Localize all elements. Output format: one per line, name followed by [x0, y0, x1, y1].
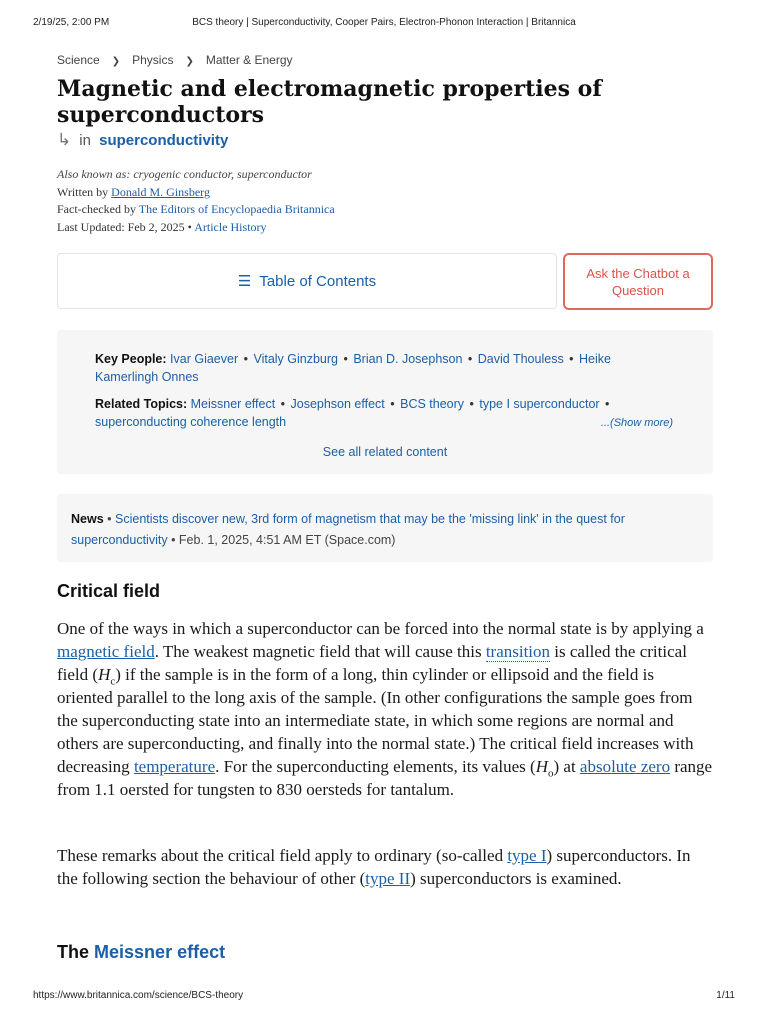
print-page-number: 1/11 — [716, 990, 735, 1001]
key-people-row: Key People: Ivar Giaever • Vitaly Ginzburg • Brian D. Josephson • David Thouless • Heike Kamerlingh Onnes — [95, 352, 611, 384]
print-footer — [33, 990, 735, 1004]
last-updated: Last Updated: Feb 2, 2025 • Article History — [57, 219, 267, 234]
magnetic-field-link[interactable]: magnetic field — [57, 642, 155, 661]
print-date: 2/19/25, 2:00 PM — [33, 17, 110, 28]
section-heading-critical-field: Critical field — [57, 581, 161, 601]
print-header — [33, 17, 735, 31]
news-headline-link[interactable]: Scientists discover new, 3rd form of magnetism that may be the 'missing link' in the quest for superconductivity — [71, 512, 625, 547]
article-history-link[interactable]: Article History — [194, 219, 267, 234]
fact-checker-link[interactable]: The Editors of Encyclopaedia Britannica — [138, 202, 335, 216]
key-person-link[interactable]: Ivar Giaever — [170, 352, 239, 366]
breadcrumb-science[interactable]: Science — [57, 53, 100, 67]
return-arrow-icon: ↳ — [57, 130, 72, 149]
parent-topic — [57, 130, 228, 150]
ask-chatbot-button[interactable]: Ask the Chatbot a Question — [563, 253, 713, 310]
toc-label: Table of Contents — [259, 272, 377, 290]
page-title: Magnetic and electromagnetic properties of superconductors — [57, 76, 602, 128]
quick-facts-box — [57, 330, 713, 474]
related-topics-label: Related Topics: — [95, 397, 188, 411]
type-i-link[interactable]: type I — [507, 846, 547, 865]
fact-checked-by — [57, 201, 335, 219]
meissner-effect-link[interactable]: Meissner effect — [94, 942, 226, 962]
key-people-label: Key People: — [95, 352, 167, 366]
related-topic-link[interactable]: type I superconductor — [479, 397, 600, 411]
section-heading-meissner-effect: The Meissner effect — [57, 942, 226, 962]
table-of-contents-button[interactable] — [57, 253, 557, 309]
type-ii-link[interactable]: type II — [365, 869, 411, 888]
show-more-link[interactable]: ...(Show more) — [600, 417, 673, 429]
print-url: https://www.britannica.com/science/BCS-theory — [33, 990, 244, 1001]
key-person-link[interactable]: Heike Kamerlingh Onnes — [95, 352, 611, 384]
breadcrumb-physics[interactable]: Physics — [132, 53, 174, 67]
parent-topic-link[interactable]: superconductivity — [99, 132, 229, 149]
news-label: News — [71, 512, 104, 526]
list-icon: ☰ — [237, 273, 252, 290]
related-topic-link[interactable]: superconducting coherence length — [95, 414, 287, 429]
related-topics-row: Related Topics: Meissner effect • Josephson effect • BCS theory • type I superconductor • superconducting coherence length — [95, 397, 610, 429]
breadcrumb — [57, 53, 293, 67]
breadcrumb-matter-energy[interactable]: Matter & Energy — [205, 53, 293, 67]
key-person-link[interactable]: David Thouless — [477, 352, 564, 366]
related-topic-link[interactable]: BCS theory — [400, 397, 465, 411]
written-by-label: Written by — [57, 184, 109, 199]
key-person-link[interactable]: Vitaly Ginzburg — [253, 352, 339, 366]
chevron-right-icon: ❯ — [111, 56, 121, 67]
fact-checked-label: Fact-checked by — [57, 202, 136, 216]
related-topic-link[interactable]: Meissner effect — [190, 397, 276, 411]
article-meta — [57, 166, 335, 236]
chevron-right-icon: ❯ — [185, 56, 194, 67]
transition-link[interactable]: transition — [485, 642, 551, 661]
in-label: in — [79, 132, 91, 149]
written-by — [57, 184, 335, 202]
author-link[interactable]: Donald M. Ginsberg — [111, 184, 210, 199]
related-topic-link[interactable]: Josephson effect — [290, 397, 385, 411]
last-updated-text: Last Updated: Feb 2, 2025 — [57, 219, 185, 234]
print-doc-title: BCS theory | Superconductivity, Cooper Pairs, Electron-Phonon Interaction | Britannica — [192, 17, 576, 28]
news-meta: Feb. 1, 2025, 4:51 AM ET (Space.com) — [178, 533, 396, 547]
absolute-zero-link[interactable]: absolute zero — [579, 757, 671, 776]
see-all-related-link[interactable]: See all related content — [322, 445, 448, 459]
temperature-link[interactable]: temperature — [133, 757, 216, 776]
news-box: News • Scientists discover new, 3rd form of magnetism that may be the 'missing link' in the quest for superconductivity • Feb. 1, 2025, 4:51 AM ET (Space.com) — [57, 494, 713, 562]
paragraph-type-superconductors: These remarks about the critical field apply to ordinary (so-called type I) superconductors. In the following section the behaviour of other (type II) superconductors is examined. — [57, 846, 691, 888]
also-known-as: Also known as: cryogenic conductor, superconductor — [57, 167, 312, 181]
paragraph-critical-field: One of the ways in which a superconductor can be forced into the normal state is by applying a magnetic field. The weakest magnetic field that will cause this transition is called the critical field $(H_c)$ if the sample is in the form of a long, thin cylinder or ellipsoid and the field is oriented parallel to the long axis of the sample. (In other configurations the sample goes from the superconducting state into an intermediate state, in which some regions are normal and others are superconducting, and finally into the normal state.) The critical field increases with decreasing temperature. For the superconducting elements, its values $(H_o)$ at absolute zero range from 1.1 oersted for tungsten to 830 oersteds for tantalum. — [57, 619, 713, 799]
key-person-link[interactable]: Brian D. Josephson — [353, 352, 463, 366]
